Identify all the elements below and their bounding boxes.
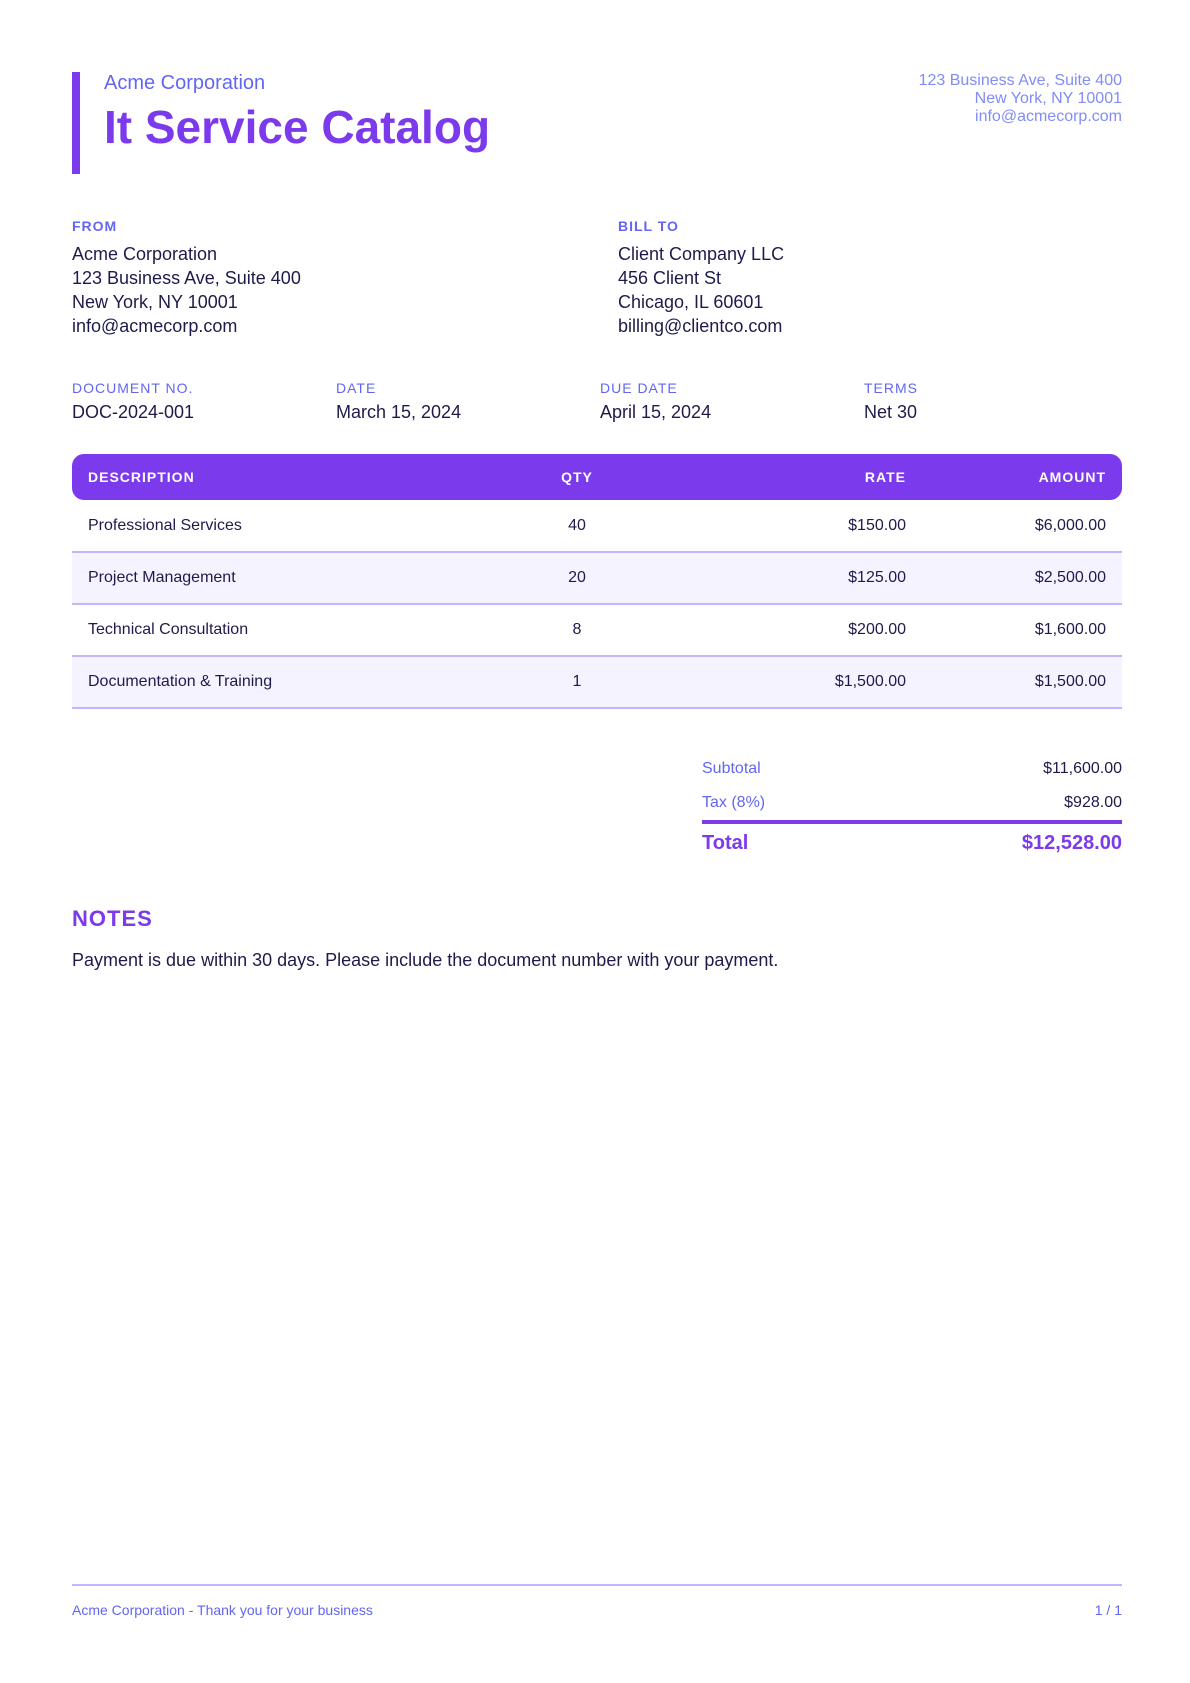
column-header-amount: AMOUNT [922,454,1122,500]
document-meta [72,380,1122,430]
meta-value: April 15, 2024 [600,402,712,422]
table-row [72,500,1122,552]
header-email: info@acmecorp.com [975,108,1122,125]
meta-terms [864,380,1114,423]
meta-value: March 15, 2024 [336,402,462,422]
cell-amount: $1,600.00 [922,604,1122,656]
notes-section [72,906,1122,971]
table-header-row [72,454,1122,500]
meta-due-date [600,380,850,423]
meta-date [336,380,586,423]
column-header-rate: RATE [702,454,922,500]
cell-rate: $125.00 [702,552,922,604]
cell-rate: $200.00 [702,604,922,656]
cell-description: Technical Consultation [72,604,452,656]
cell-qty: 20 [452,552,702,604]
meta-label: DUE DATE [600,380,678,396]
header-address [919,72,1122,126]
cell-rate: $150.00 [702,500,922,552]
total-value: $12,528.00 [1021,832,1122,854]
from-line: New York, NY 10001 [72,292,238,312]
page-footer [72,1584,1122,1624]
total-label: Total [702,832,749,854]
tax-label: Tax (8%) [702,794,766,811]
meta-label: DATE [336,380,377,396]
from-line: Acme Corporation [72,244,218,264]
table-row [72,656,1122,708]
from-label: FROM [72,218,118,234]
subtotal-row [702,752,1122,786]
from-email: info@acmecorp.com [72,316,238,336]
column-header-qty: QTY [452,454,702,500]
bill-to-email: billing@clientco.com [618,316,783,336]
column-header-description: DESCRIPTION [72,454,452,500]
tax-row [702,786,1122,820]
cell-amount: $6,000.00 [922,500,1122,552]
meta-label: TERMS [864,380,918,396]
header-address-line: 123 Business Ave, Suite 400 [918,72,1122,89]
meta-label: DOCUMENT NO. [72,380,194,396]
cell-description: Documentation & Training [72,656,452,708]
line-items-table [72,454,1122,709]
cell-amount: $1,500.00 [922,656,1122,708]
meta-value: Net 30 [864,402,918,422]
meta-document-number [72,380,322,423]
document-header [72,72,1122,174]
header-accent-bar [72,72,80,174]
table-row [72,604,1122,656]
bill-to-block [618,218,1078,338]
cell-qty: 1 [452,656,702,708]
totals-block [702,752,1122,864]
bill-to-label: BILL TO [618,218,679,234]
cell-amount: $2,500.00 [922,552,1122,604]
subtotal-label: Subtotal [702,760,761,777]
bill-to-line: 456 Client St [618,268,722,288]
header-company-name: Acme Corporation [104,72,266,94]
subtotal-value: $11,600.00 [1043,760,1122,777]
notes-title: NOTES [72,906,153,931]
cell-qty: 40 [452,500,702,552]
notes-text: Payment is due within 30 days. Please include the document number with your payment. [72,950,779,970]
from-line: 123 Business Ave, Suite 400 [72,268,301,288]
footer-text: Acme Corporation - Thank you for your business [72,1602,373,1618]
meta-value: DOC-2024-001 [72,402,195,422]
bill-to-line: Chicago, IL 60601 [618,292,764,312]
document-title: It Service Catalog [104,101,491,153]
grand-total-row [702,824,1122,864]
header-address-line: New York, NY 10001 [974,90,1122,107]
tax-value: $928.00 [1064,794,1122,811]
page-number: 1 / 1 [1094,1602,1122,1618]
cell-qty: 8 [452,604,702,656]
table-row [72,552,1122,604]
cell-description: Project Management [72,552,452,604]
cell-rate: $1,500.00 [702,656,922,708]
cell-description: Professional Services [72,500,452,552]
from-block [72,218,532,338]
bill-to-line: Client Company LLC [618,244,785,264]
